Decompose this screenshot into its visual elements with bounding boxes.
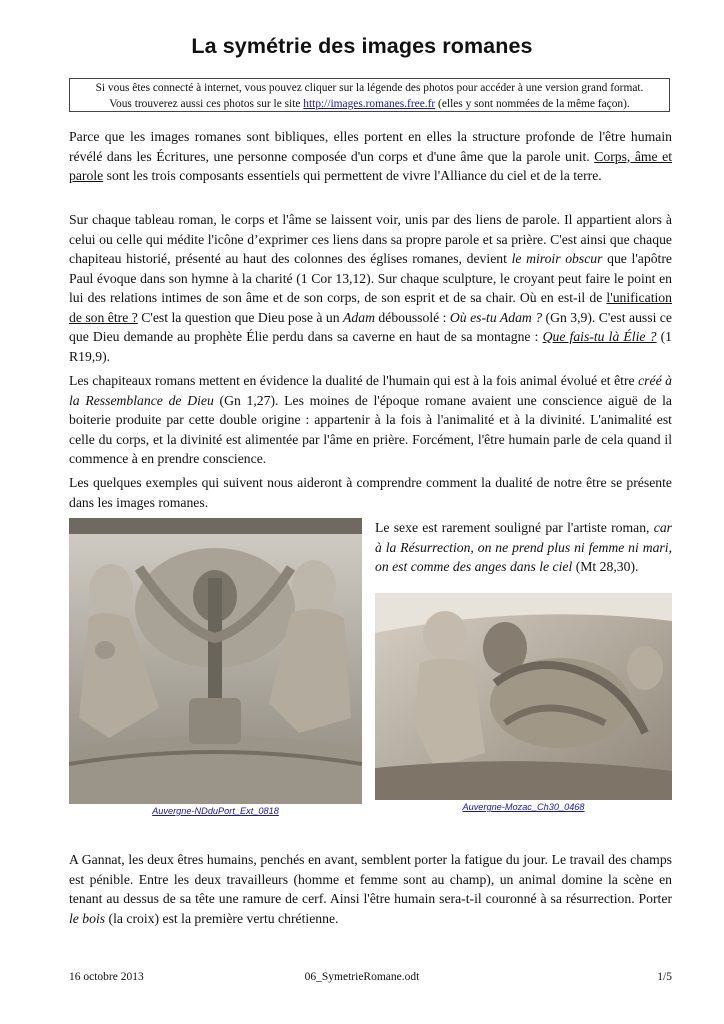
underlined-phrase: Que fais-tu là Élie ? <box>542 329 657 344</box>
notice-line-2-after: (elles y sont nommées de la même façon). <box>435 98 630 110</box>
capital-sculpture-image <box>69 518 362 804</box>
page-title: La symétrie des images romanes <box>191 34 533 58</box>
underlined-phrase: Corps, âme et parole <box>69 148 672 183</box>
capital-photo-left[interactable] <box>69 518 362 804</box>
site-link[interactable]: http://images.romanes.free.fr <box>303 98 436 110</box>
capital-photo-right[interactable] <box>375 593 672 800</box>
capital-sculpture-image <box>375 593 672 800</box>
underlined-phrase: l'unification de son être ? <box>69 290 672 325</box>
photo-caption-right[interactable]: Auvergne-Mozac_Ch30_0468 <box>462 802 585 812</box>
paragraph-2: Sur chaque tableau roman, le corps et l'âme se laissent voir, unis par des liens de parole. Il appartient alors à celui ou celle qui médite l'icône d’exprimer ces liens dans sa propre parole et sa prière. C'est ainsi que chaque chapiteau historié, présenté au haut des colonnes des églises romanes, devient le miroir obscur que l'apôtre Paul évoque dans son hymne à la charité (1 Cor 13,12). Sur chaque sculpture, le croyant peut faire le point en lui des relations intimes de son âme et de son corps, de son esprit et de sa chair. Où en est-il de l'unification de son être ? C'est la question que Dieu pose à un Adam déboussolé : Où es-tu Adam ? (Gn 3,9). C'est aussi ce que Dieu demande au prophète Élie perdu dans sa caverne en haut de sa montagne : Que fais-tu là Élie ? (1 R19,9). <box>69 212 673 364</box>
footer-page-number: 1/5 <box>657 971 672 983</box>
notice-line-2-before: Vous trouverez aussi ces photos sur le site <box>109 98 304 110</box>
footer-filename: 06_SymetrieRomane.odt <box>304 971 420 983</box>
notice-line-1: Si vous êtes connecté à internet, vous pouvez cliquer sur la légende des photos pour accéder à une version grand format. <box>95 82 644 94</box>
paragraph-1: Parce que les images romanes sont bibliques, elles portent en elles la structure profonde de l'être humain révélé dans les Écritures, une personne composée d'un corps et d'une âme que la parole unit. Corps, âme et parole sont les trois composants essentiels qui permettent de vivre l'Alliance du ciel et de la terre. <box>69 129 672 183</box>
paragraph-5: A Gannat, les deux êtres humains, penchés en avant, semblent porter la fatigue du jour. Le travail des champs est pénible. Entre les deux travailleurs (homme et femme sont au champ), un animal domine la scène en tenant au dessus de sa tête une ramure de cerf. Ainsi l'être humain sera-t-il couronné à sa résurrection. Porter le bois (la croix) est la première vertu chrétienne. <box>69 852 672 926</box>
photo-caption-left[interactable]: Auvergne-NDduPort_Ext_0818 <box>152 806 279 816</box>
paragraph-4: Les quelques exemples qui suivent nous aideront à comprendre comment la dualité de notre être se présente dans les images romanes. <box>69 475 672 510</box>
paragraph-3: Les chapiteaux romans mettent en évidence la dualité de l'humain qui est à la fois animal évolué et être créé à la Ressemblance de Dieu (Gn 1,27). Les moines de l'époque romane avaient une conscience aiguë de la boiterie produite par cette double origine : appartenir à la fois à l'animalité et à la divinité. L'animalité est celle du corps, et la divinité est alimentée par l'âme en prière. Forcément, l'être humain parle de cela quand il commence à en prendre conscience. <box>69 373 672 466</box>
notice-box <box>69 78 670 112</box>
footer-date: 16 octobre 2013 <box>69 971 144 983</box>
side-paragraph: Le sexe est rarement souligné par l'artiste roman, car à la Résurrection, on ne prend plus ni femme ni mari, on est comme des anges dans le ciel (Mt 28,30). <box>375 520 672 574</box>
